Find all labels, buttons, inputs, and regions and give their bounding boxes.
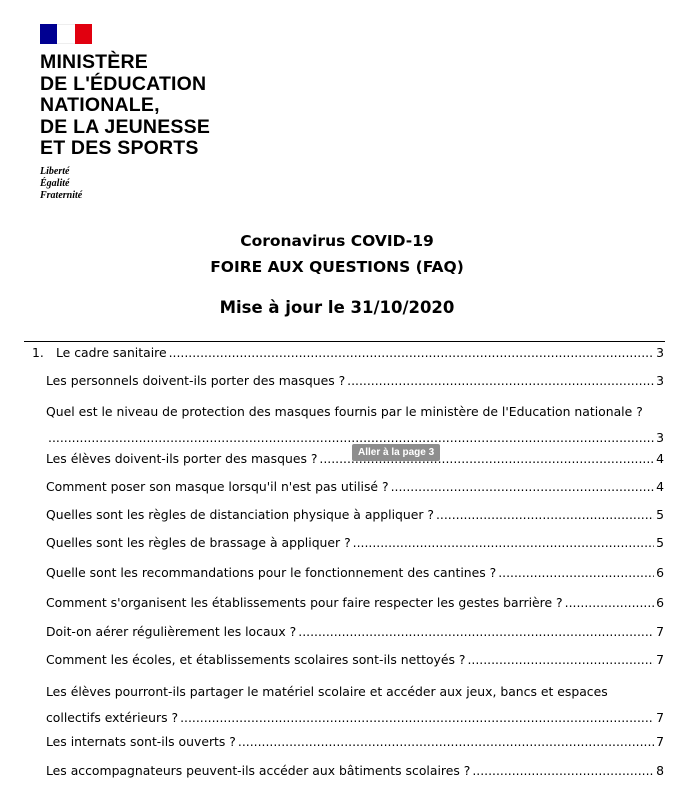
toc-page-number: 3 [656, 430, 664, 445]
toc-page-number: 4 [656, 451, 664, 466]
toc-entry-link[interactable] [46, 504, 664, 526]
ministry-line: ET DES SPORTS [40, 137, 199, 159]
toc-leader-dots [391, 476, 655, 498]
toc-entry-link[interactable] [46, 649, 664, 671]
toc-leader-dots [180, 704, 654, 732]
toc-entry-link[interactable] [46, 476, 664, 498]
republic-motto [40, 166, 210, 202]
toc-entry-label: Quel est le niveau de protection des masques fournis par le ministère de l'Education nationale ? [46, 404, 643, 419]
toc-page-number: 5 [656, 507, 664, 522]
toc-entry-label: Les élèves doivent-ils porter des masques ? [46, 451, 318, 466]
motto-line: Liberté [40, 165, 70, 177]
toc-page-number: 5 [656, 535, 664, 550]
toc-page-number: 4 [656, 479, 664, 494]
toc-leader-dots [238, 731, 654, 753]
toc-entry-link[interactable] [46, 592, 664, 614]
toc-entry-link[interactable] [46, 532, 664, 554]
toc-entry-link[interactable] [46, 760, 664, 782]
toc-leader-dots [472, 760, 654, 782]
document-title: Coronavirus COVID-19 [240, 232, 434, 250]
toc-entry-label: Doit-on aérer régulièrement les locaux ? [46, 624, 297, 639]
toc-leader-dots [467, 649, 654, 671]
toc-page-number: 3 [656, 373, 664, 388]
toc-entry-label: Comment s'organisent les établissements pour faire respecter les gestes barrière ? [46, 595, 563, 610]
toc-entry-label: Les accompagnateurs peuvent-ils accéder aux bâtiments scolaires ? [46, 763, 471, 778]
motto-line: Égalité [40, 177, 70, 189]
toc-page-number: 7 [656, 710, 664, 725]
toc-entry-label: Comment poser son masque lorsqu'il n'est pas utilisé ? [46, 479, 389, 494]
toc-entry-link[interactable] [46, 680, 664, 732]
toc-entry-label: Les personnels doivent-ils porter des masques ? [46, 373, 346, 388]
update-date: Mise à jour le 31/10/2020 [219, 298, 455, 317]
toc-leader-dots [498, 562, 654, 584]
toc-entry-link[interactable] [46, 562, 664, 584]
ministry-logo [40, 24, 210, 202]
ministry-name [40, 52, 210, 160]
french-flag-icon [40, 24, 92, 44]
ministry-line: DE LA JEUNESSE [40, 115, 211, 138]
flag-red-band [75, 24, 92, 44]
toc-leader-dots [347, 370, 654, 392]
toc-entry-label: Les élèves pourront-ils partager le matériel scolaire et accéder aux jeux, bancs et espaces [46, 684, 608, 699]
toc-entry-label: Quelles sont les règles de distanciation physique à appliquer ? [46, 507, 434, 522]
toc-entry-link[interactable] [46, 621, 664, 643]
toc-leader-dots [565, 592, 654, 614]
toc-entry-link[interactable] [46, 731, 664, 753]
toc-page-number: 6 [656, 595, 664, 610]
goto-page-tooltip: Aller à la page 3 [352, 444, 440, 461]
toc-section-label: Le cadre sanitaire [56, 345, 167, 360]
toc-leader-dots [298, 621, 654, 643]
motto-line: Fraternité [40, 189, 83, 201]
toc-page-number: 7 [656, 652, 664, 667]
toc-page-number: 7 [656, 624, 664, 639]
toc-leader-dots [169, 342, 655, 364]
toc-leader-dots [353, 532, 654, 554]
ministry-line: NATIONALE, [40, 94, 160, 116]
document-subtitle: FOIRE AUX QUESTIONS (FAQ) [210, 258, 464, 276]
toc-page-number: 3 [656, 345, 664, 360]
flag-blue-band [40, 24, 57, 44]
toc-entry-label: Quelle sont les recommandations pour le fonctionnement des cantines ? [46, 565, 497, 580]
toc-page-number: 7 [656, 734, 664, 749]
ministry-line: MINISTÈRE [40, 51, 148, 73]
flag-white-band [57, 24, 74, 44]
toc-entry-link[interactable] [46, 370, 664, 392]
toc-section-number: 1. [32, 345, 44, 360]
toc-section-link[interactable] [32, 342, 664, 364]
toc-page-number: 8 [656, 763, 664, 778]
toc-entry-label: Quelles sont les règles de brassage à appliquer ? [46, 535, 351, 550]
toc-entry-label: Les internats sont-ils ouverts ? [46, 734, 236, 749]
toc-leader-dots [436, 504, 654, 526]
ministry-line: DE L'ÉDUCATION [40, 72, 207, 95]
toc-entry-label: Comment les écoles, et établissements scolaires sont-ils nettoyés ? [46, 652, 466, 667]
toc-entry-label: collectifs extérieurs ? [46, 710, 179, 725]
toc-page-number: 6 [656, 565, 664, 580]
